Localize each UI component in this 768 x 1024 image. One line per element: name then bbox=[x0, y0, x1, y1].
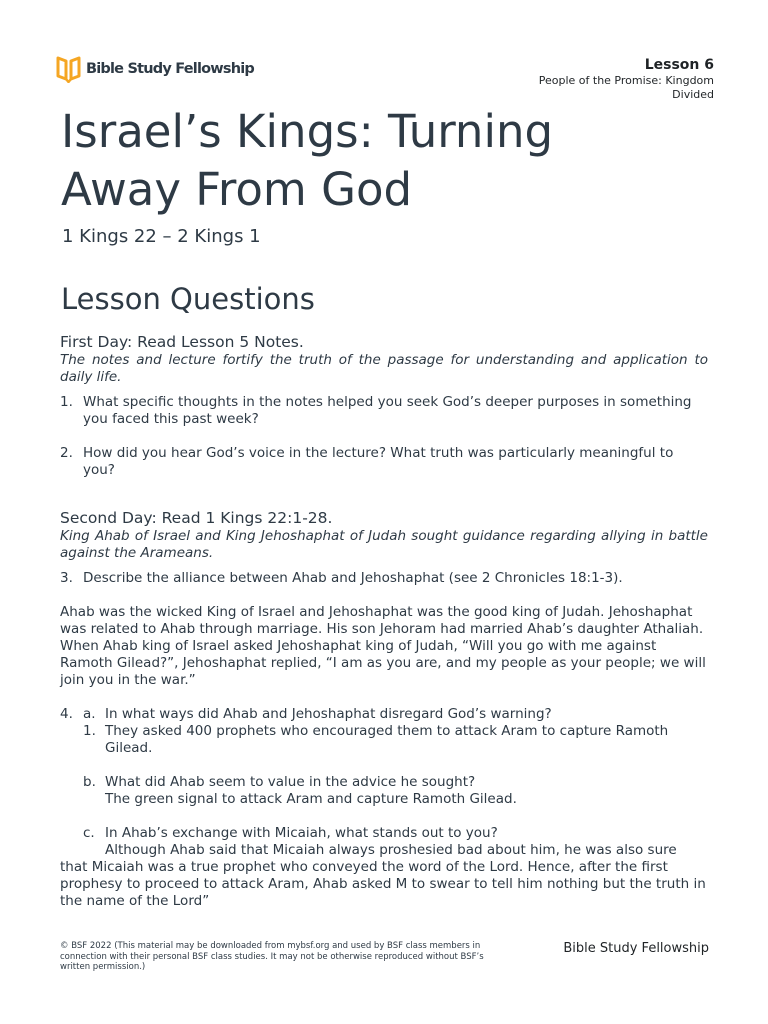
question-4c bbox=[60, 825, 708, 842]
lesson-number: Lesson 6 bbox=[644, 57, 714, 73]
question-4b bbox=[60, 774, 708, 808]
scripture-passage: 1 Kings 22 – 2 Kings 1 bbox=[62, 226, 261, 247]
question-1 bbox=[60, 394, 708, 428]
page-title-line2: Away From God bbox=[61, 163, 413, 216]
open-book-icon bbox=[55, 55, 82, 83]
page-title bbox=[61, 103, 701, 219]
answer-3: Ahab was the wicked King of Israel and Jehoshaphat was the good king of Judah. Jehoshaphat was related to Ahab through marriage. His son Jehoram had married Ahab’s daughter Athaliah. When Ahab king of Israel asked Jehoshaphat king of Judah, “Will you go with me against Ramoth Gilead?”, Jehoshaphat replied, “I am as you are, and my people as your people; we will join you in the war.” bbox=[60, 604, 706, 688]
answer-text: The green signal to attack Aram and capture Ramoth Gilead. bbox=[105, 791, 517, 807]
page-title-line1: Israel’s Kings: Turning bbox=[61, 105, 554, 158]
question-text: Describe the alliance between Ahab and Jehoshaphat (see 2 Chronicles 18:1-3). bbox=[83, 570, 623, 586]
answer-4a bbox=[60, 723, 708, 757]
question-number: 3. bbox=[60, 570, 73, 586]
second-day-heading: Second Day: Read 1 Kings 22:1-28. bbox=[60, 509, 333, 527]
lesson-series-line2: Divided bbox=[672, 88, 714, 100]
footer-brand: Bible Study Fellowship bbox=[563, 941, 709, 956]
first-day-heading: First Day: Read Lesson 5 Notes. bbox=[60, 333, 304, 351]
copyright-notice: © BSF 2022 (This material may be downloaded from mybsf.org and used by BSF class members in connection with their personal BSF class studies. It may not be otherwise reproduced without BSF’s written permission.) bbox=[60, 941, 484, 972]
question-letter: a. bbox=[83, 706, 96, 722]
lesson-series-line1: People of the Promise: Kingdom bbox=[538, 74, 714, 87]
bsf-logo bbox=[55, 55, 254, 83]
question-3 bbox=[60, 570, 708, 587]
question-text: In what ways did Ahab and Jehoshaphat disregard God’s warning? bbox=[105, 706, 552, 722]
question-2 bbox=[60, 445, 708, 479]
lesson-info bbox=[454, 56, 714, 100]
lesson-content bbox=[60, 333, 708, 910]
logo-text: Bible Study Fellowship bbox=[86, 61, 254, 77]
question-text: What did Ahab seem to value in the advice he sought? bbox=[105, 774, 476, 790]
question-text: How did you hear God’s voice in the lecture? What truth was particularly meaningful to you? bbox=[83, 445, 674, 478]
question-number: 2. bbox=[60, 445, 73, 461]
question-text: What specific thoughts in the notes helped you seek God’s deeper purposes in something you faced this past week? bbox=[83, 394, 692, 427]
section-title: Lesson Questions bbox=[61, 282, 315, 316]
answer-text: They asked 400 prophets who encouraged them to attack Aram to capture Ramoth Gilead. bbox=[105, 723, 669, 756]
answer-number: 1. bbox=[83, 723, 96, 739]
question-letter: c. bbox=[83, 825, 95, 841]
question-letter: b. bbox=[83, 774, 96, 790]
question-text: In Ahab’s exchange with Micaiah, what stands out to you? bbox=[105, 825, 498, 841]
answer-4c: Although Ahab said that Micaiah always proshesied bad about him, he was also sure that Micaiah was a true prophet who conveyed the word of the Lord. Hence, after the first prophesy to proceed to attack Aram, Ahab asked M to swear to tell him nothing but the truth in the name of the Lord” bbox=[60, 842, 706, 909]
question-number: 1. bbox=[60, 394, 73, 410]
question-number: 4. bbox=[60, 706, 73, 722]
question-4a bbox=[60, 706, 708, 723]
second-day-intro: King Ahab of Israel and King Jehoshaphat of Judah sought guidance regarding allying in battle against the Arameans. bbox=[60, 528, 708, 561]
first-day-intro: The notes and lecture fortify the truth of the passage for understanding and application to daily life. bbox=[60, 352, 708, 385]
